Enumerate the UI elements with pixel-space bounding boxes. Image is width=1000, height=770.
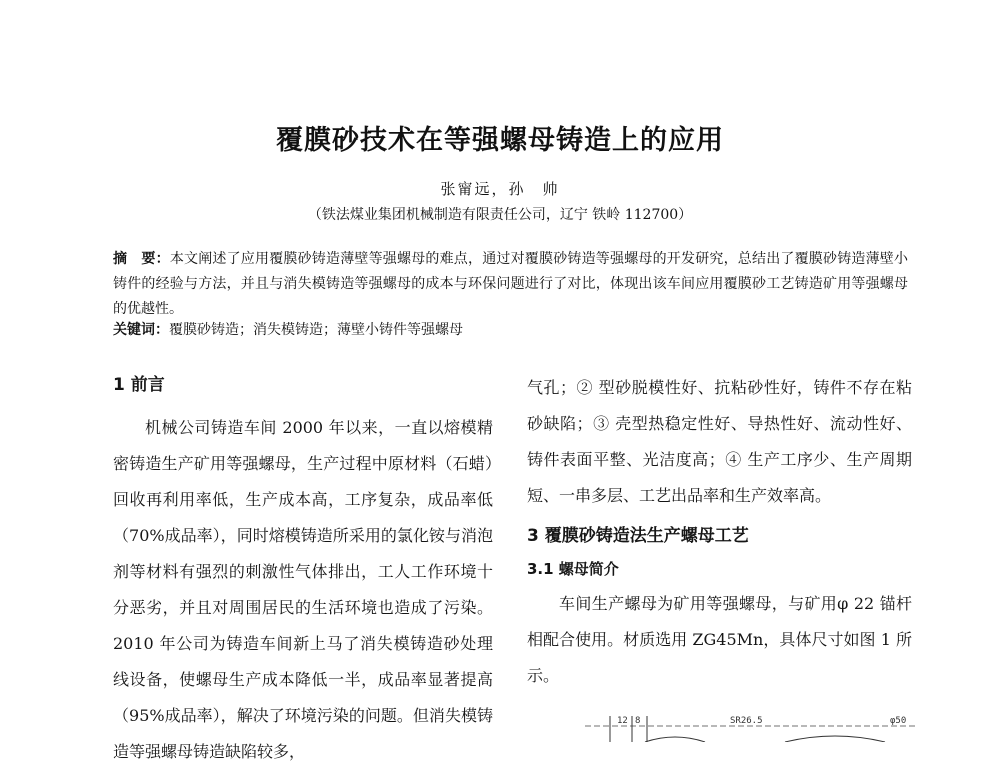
left-column <box>113 370 493 770</box>
dimension-label-c: SR26.5 <box>730 716 763 726</box>
keywords-text: 覆膜砂铸造；消失模铸造；薄壁小铸件等强螺母 <box>169 322 463 338</box>
dimension-label-d: φ50 <box>890 716 907 726</box>
right-column <box>527 370 912 694</box>
abstract-text: 本文阐述了应用覆膜砂铸造薄壁等强螺母的难点，通过对覆膜砂铸造等强螺母的开发研究，总结出了覆膜砂铸造薄壁小铸件的经验与方法，并且与消失模铸造等强螺母的成本与环保问题进行了对比，体现出该车间应用覆膜砂工艺铸造矿用等强螺母的优越性。 <box>113 251 909 317</box>
paper-title: 覆膜砂技术在等强螺母铸造上的应用 <box>276 125 724 156</box>
section-3-1-paragraph: 车间生产螺母为矿用等强螺母，与矿用φ 22 锚杆相配合使用。材质选用 ZG45Mn，具体尺寸如图 1 所示。 <box>527 594 912 685</box>
authors: 张甯远，孙 帅 <box>440 180 560 198</box>
affiliation: （铁法煤业集团机械制造有限责任公司，辽宁 铁岭 112700） <box>307 207 693 223</box>
keywords-label: 关键词： <box>113 322 169 338</box>
contour-curve <box>645 737 705 742</box>
abstract <box>113 247 908 322</box>
section-1-paragraph: 机械公司铸造车间 2000 年以来，一直以熔模精密铸造生产矿用等强螺母，生产过程中原材料（石蜡）回收再利用率低，生产成本高，工序复杂，成品率低（70%成品率），同时熔模铸造所采用的氯化铵与消泡剂等材料有强烈的刺激性气体排出，工人工作环境十分恶劣，并且对周围居民的生活环境也造成了污染。2010 年公司为铸造车间新上马了消失模铸造砂处理线设备，使螺母生产成本降低一半，成品率显著提高（95%成品率），解决了环境污染的问题。但消失模铸造等强螺母铸造缺陷较多， <box>113 418 493 761</box>
section-3-1-heading: 3.1 螺母简介 <box>527 560 619 578</box>
keywords <box>113 318 908 343</box>
abstract-label: 摘 要： <box>113 251 170 267</box>
section-1-heading: 1 前言 <box>113 375 165 395</box>
section-3-heading: 3 覆膜砂铸造法生产螺母工艺 <box>527 526 749 546</box>
dimension-label-b: 8 <box>635 716 641 726</box>
figure-1-drawing <box>585 712 915 742</box>
contour-curve <box>785 736 885 742</box>
dimension-label-a: 12 <box>617 716 628 726</box>
continued-paragraph: 气孔；② 型砂脱模性好、抗粘砂性好，铸件不存在粘砂缺陷；③ 壳型热稳定性好、导热性好、流动性好、铸件表面平整、光洁度高；④ 生产工序少、生产周期短、一串多层、工艺出品率和生产效率高。 <box>527 378 912 505</box>
